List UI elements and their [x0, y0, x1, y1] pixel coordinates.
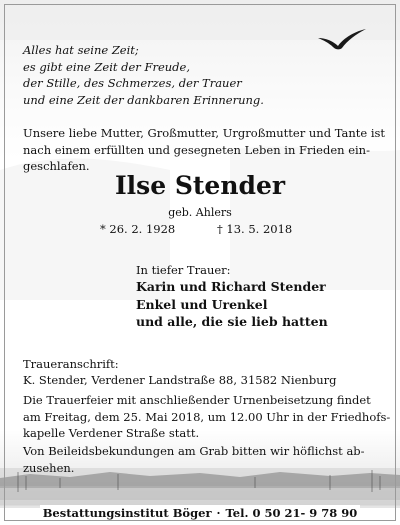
condolence-note: [23, 443, 383, 476]
birth-date: * 26. 2. 1928: [100, 222, 176, 236]
announcement-text: [23, 125, 386, 175]
address-label: Traueranschrift:: [23, 357, 119, 371]
mourner-line: Enkel und Urenkel: [136, 296, 268, 312]
footer-separator: ·: [216, 506, 221, 520]
mourning-address: [23, 356, 383, 388]
ceremony-line: kapelle Verdener Straße statt.: [23, 426, 200, 440]
death-date: † 13. 5. 2018: [217, 222, 293, 236]
announcement-line: Unsere liebe Mutter, Großmutter, Urgroßmutter und Tante ist: [23, 126, 386, 140]
mourner-line: Karin und Richard Stender: [136, 279, 326, 294]
condolence-line: Von Beileidsbekundungen am Grab bitten wir höflichst ab-: [23, 444, 365, 458]
poem-line: es gibt eine Zeit der Freude,: [23, 59, 190, 74]
poem-line: der Stille, des Schmerzes, der Trauer: [23, 76, 242, 90]
maiden-name: geb. Ahlers: [168, 206, 232, 219]
mourners-lead: In tiefer Trauer:: [136, 263, 231, 277]
address-value: K. Stender, Verdener Landstraße 88, 31582 Nienburg: [23, 373, 337, 387]
funeral-home-footer: [40, 505, 360, 522]
mourner-line: und alle, die sie lieb hatten: [136, 314, 328, 329]
poem: [23, 42, 353, 108]
mourners-block: [136, 262, 386, 331]
funeral-home-phone: Tel. 0 50 21- 9 78 90: [225, 506, 358, 520]
funeral-home-name: Bestattungsinstitut Böger: [42, 506, 212, 520]
ceremony-info: [23, 392, 391, 442]
poem-line: Alles hat seine Zeit;: [23, 43, 139, 57]
announcement-line: nach einem erfüllten und gesegneten Leben in Frieden ein-: [23, 142, 370, 157]
poem-line: und eine Zeit der dankbaren Erinnerung.: [23, 92, 264, 107]
ceremony-line: Die Trauerfeier mit anschließender Urnenbeisetzung findet: [23, 393, 371, 407]
condolence-line: zusehen.: [23, 460, 75, 475]
ceremony-line: am Freitag, dem 25. Mai 2018, um 12.00 Uhr in der Friedhofs-: [23, 409, 391, 424]
announcement-line: geschlafen.: [23, 159, 90, 173]
deceased-name: Ilse Stender: [114, 171, 286, 200]
